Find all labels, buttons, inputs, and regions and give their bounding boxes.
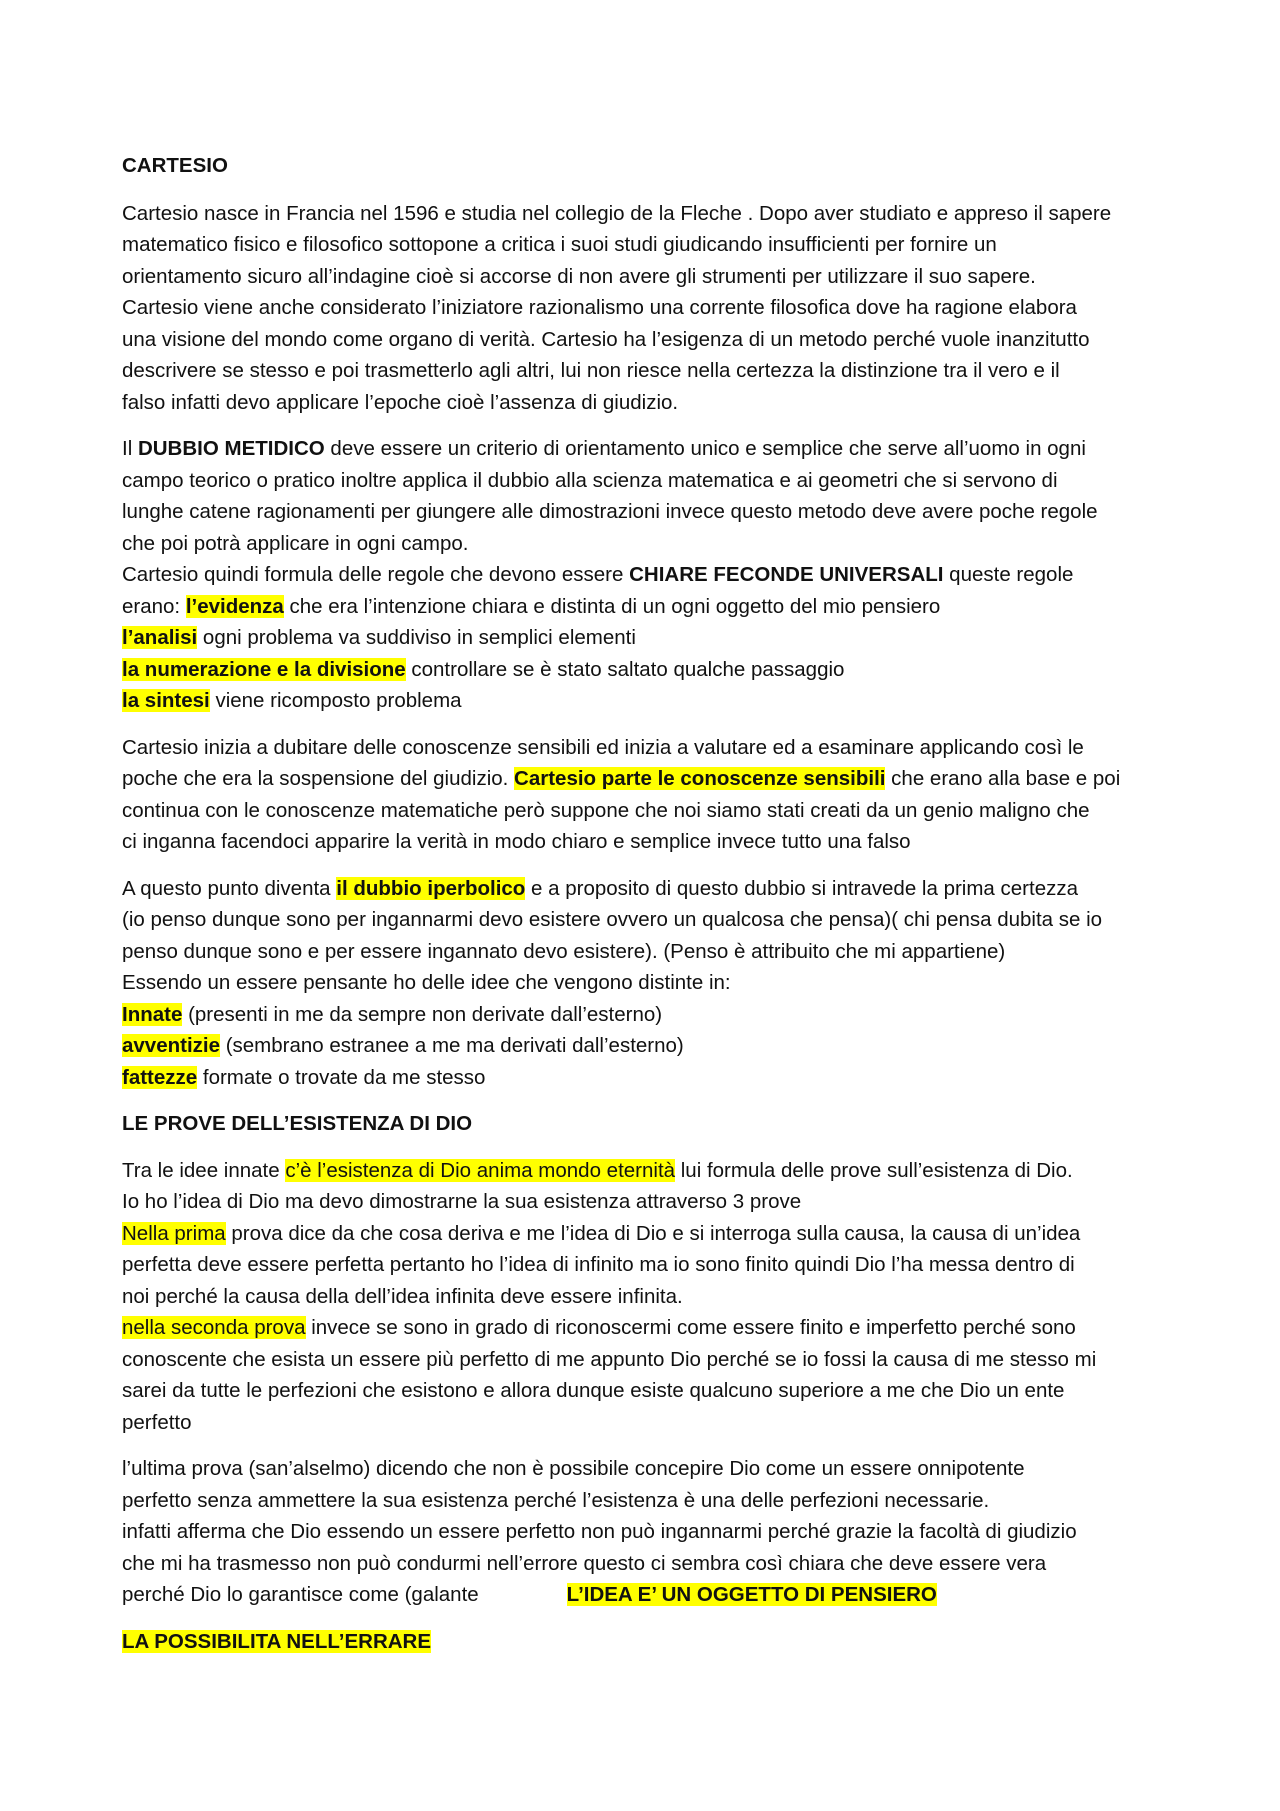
text-line	[122, 654, 1182, 686]
paragraph-method	[122, 433, 1182, 717]
paragraph-hyperbolic-doubt	[122, 873, 1182, 1094]
text-line: falso infatti devo applicare l’epoche cioè l’assenza di giudizio.	[122, 390, 679, 414]
text-line: Io ho l’idea di Dio ma devo dimostrarne la sua esistenza attraverso 3 prove	[122, 1190, 802, 1213]
section-heading: LE PROVE DELL’ESISTENZA DI DIO	[122, 1112, 473, 1135]
text-run: e a proposito di questo dubbio si intravede la prima certezza	[525, 876, 1079, 900]
text-line: una visione del mondo come organo di verità. Cartesio ha l’esigenza di un metodo perché vuole inanzitutto	[122, 327, 1090, 351]
text-line	[122, 1155, 1182, 1187]
paragraph-proofs	[122, 1155, 1182, 1439]
text-run: erano:	[122, 594, 186, 618]
text-line: orientamento sicuro all’indagine cioè si accorse di non avere gli strumenti per utilizzare il suo sapere.	[122, 264, 1036, 288]
text-line: Cartesio viene anche considerato l’iniziatore razionalismo una corrente filosofica dove ha ragione elabora	[122, 296, 1077, 319]
text-line	[122, 559, 1182, 591]
text-line	[122, 433, 1182, 465]
text-line: continua con le conoscenze matematiche però suppone che noi siamo stati creati da un genio maligno che	[122, 798, 1090, 822]
text-line: che poi potrà applicare in ogni campo.	[122, 531, 469, 555]
text-run: che era l’intenzione chiara e distinta di un ogni oggetto del mio pensiero	[283, 594, 941, 618]
bold-term: DUBBIO METIDICO	[137, 437, 325, 460]
highlighted-term: nella seconda prova	[122, 1316, 306, 1339]
highlighted-term: l’analisi	[122, 626, 198, 649]
text-line	[122, 1218, 1182, 1250]
text-line: descrivere se stesso e poi trasmetterlo agli altri, lui non riesce nella certezza la distinzione tra il vero e il	[122, 359, 1060, 382]
text-run: Tra le idee innate	[122, 1158, 286, 1182]
paragraph-last-proof	[122, 1453, 1182, 1611]
document-title: CARTESIO	[122, 154, 228, 177]
text-run: viene ricomposto problema	[209, 689, 462, 712]
text-line: lunghe catene ragionamenti per giungere alle dimostrazioni invece questo metodo deve avere poche regole	[122, 500, 1098, 523]
text-line: perfetto	[122, 1410, 192, 1434]
text-line: perfetta deve essere perfetta pertanto ho l’idea di infinito ma io sono finito quindi Dio l’ha messa dentro di	[122, 1253, 1075, 1276]
section-heading-highlighted	[122, 1626, 1182, 1658]
text-run: poche che era la sospensione del giudizio.	[122, 767, 515, 790]
text-run: controllare se è stato saltato qualche passaggio	[405, 657, 845, 681]
highlighted-term: Nella prima	[122, 1221, 226, 1245]
highlighted-term: fattezze	[122, 1065, 198, 1089]
bold-term: CHIARE FECONDE UNIVERSALI	[629, 563, 944, 586]
highlighted-term: c’è l’esistenza di Dio anima mondo eternità	[285, 1158, 676, 1182]
text-run: ogni problema va suddiviso in semplici elementi	[197, 626, 636, 649]
text-run: che erano alla base e poi	[885, 767, 1121, 790]
highlighted-term: Cartesio parte le conoscenze sensibili	[514, 767, 886, 790]
text-line: che mi ha trasmesso non può condurmi nell’errore questo ci sembra così chiara che deve essere vera	[122, 1551, 1047, 1575]
text-line: perfetto senza ammettere la sua esistenza perché l’esistenza è una delle perfezioni necessarie.	[122, 1488, 990, 1512]
text-run: (presenti in me da sempre non derivate dall’esterno)	[182, 1002, 663, 1026]
text-line	[122, 591, 1182, 623]
text-line	[122, 1579, 1182, 1611]
text-line: Essendo un essere pensante ho delle idee che vengono distinte in:	[122, 971, 731, 994]
text-run: deve essere un criterio di orientamento unico e semplice che serve all’uomo in ogni	[324, 437, 1086, 460]
text-line: Cartesio inizia a dubitare delle conoscenze sensibili ed inizia a valutare ed a esaminare applicando così le	[122, 735, 1084, 759]
text-run: queste regole	[943, 563, 1074, 586]
text-line	[122, 1312, 1182, 1344]
paragraph-intro	[122, 198, 1182, 419]
highlighted-term: Innate	[122, 1002, 183, 1026]
text-run: Il	[122, 437, 138, 460]
text-line: infatti afferma che Dio essendo un essere perfetto non può ingannarmi perché grazie la facoltà di giudizio	[122, 1520, 1077, 1543]
highlighted-term: la numerazione e la divisione	[122, 657, 406, 681]
highlighted-term: avventizie	[122, 1034, 220, 1057]
text-line: ci inganna facendoci apparire la verità in modo chiaro e semplice invece tutto una falso	[122, 830, 911, 853]
text-run: A questo punto diventa	[122, 876, 337, 900]
text-run: invece se sono in grado di riconoscermi come essere finito e imperfetto perché sono	[305, 1316, 1076, 1339]
text-line	[122, 685, 1182, 717]
text-line: matematico fisico e filosofico sottopone a critica i suoi studi giudicando insufficienti per fornire un	[122, 233, 997, 256]
text-run: prova dice da che cosa deriva e me l’idea di Dio e si interroga sulla causa, la causa di un’idea	[225, 1221, 1081, 1245]
highlighted-heading: LA POSSIBILITA NELL’ERRARE	[122, 1629, 432, 1653]
text-line: (io penso dunque sono per ingannarmi devo esistere ovvero un qualcosa che pensa)( chi pensa dubita se io	[122, 908, 1103, 931]
highlighted-term: il dubbio iperbolico	[336, 876, 526, 900]
text-line	[122, 763, 1182, 795]
text-line: sarei da tutte le perfezioni che esistono e allora dunque esiste qualcuno superiore a me che Dio un ente	[122, 1379, 1065, 1402]
text-line: l’ultima prova (san’alselmo) dicendo che non è possibile concepire Dio come un essere onnipotente	[122, 1457, 1025, 1480]
text-line: campo teorico o pratico inoltre applica il dubbio alla scienza matematica e ai geometri che si servono di	[122, 468, 1058, 492]
text-line: Cartesio nasce in Francia nel 1596 e studia nel collegio de la Fleche . Dopo aver studiato e appreso il sapere	[122, 201, 1112, 225]
text-line	[122, 873, 1182, 905]
text-line: noi perché la causa della dell’idea infinita deve essere infinita.	[122, 1284, 683, 1308]
document-page	[122, 150, 1182, 1672]
text-run: Cartesio quindi formula delle regole che devono essere	[122, 563, 630, 586]
highlighted-term: l’evidenza	[185, 594, 284, 618]
paragraph-doubt	[122, 732, 1182, 858]
highlighted-heading: L’IDEA E’ UN OGGETTO DI PENSIERO	[566, 1583, 937, 1606]
text-line	[122, 1062, 1182, 1094]
text-line: conoscente che esista un essere più perfetto di me appunto Dio perché se io fossi la causa di me stesso mi	[122, 1347, 1097, 1371]
text-run: formate o trovate da me stesso	[197, 1065, 486, 1089]
highlighted-term: la sintesi	[122, 689, 210, 712]
text-run: (sembrano estranee a me ma derivati dall’esterno)	[220, 1034, 684, 1057]
text-line	[122, 999, 1182, 1031]
text-line	[122, 1030, 1182, 1062]
text-run: perché Dio lo garantisce come (galante	[122, 1583, 479, 1606]
text-run: lui formula delle prove sull’esistenza di Dio.	[675, 1158, 1073, 1182]
text-line	[122, 622, 1182, 654]
text-line: penso dunque sono e per essere ingannato devo esistere). (Penso è attribuito che mi appartiene)	[122, 939, 1006, 963]
